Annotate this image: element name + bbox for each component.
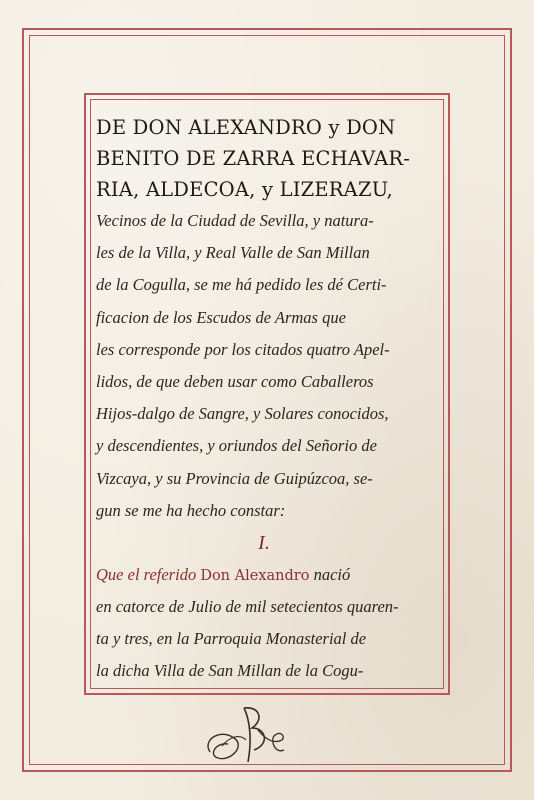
body-line-1: Vecinos de la Ciudad de Sevilla, y natura-	[96, 211, 374, 230]
section-first-line	[96, 559, 440, 591]
heading-line-2: BENITO DE ZARRA ECHAVAR-	[96, 147, 411, 170]
section-person-name: Don Alexandro	[200, 567, 310, 584]
body-line-9: Vizcaya, y su Provincia de Guipúzcoa, se-	[96, 468, 373, 488]
body-line-7: Hijos-dalgo de Sangre, y Solares conocidos,	[96, 404, 389, 424]
body-line-6: lidos, de que deben usar como Caballeros	[96, 371, 374, 391]
section-line-4: la dicha Villa de San Millan de la Cogu-	[96, 661, 364, 681]
section-line-3: ta y tres, en la Parroquia Monasterial de	[96, 629, 367, 649]
section-line-2: en catorce de Julio de mil setecientos quaren-	[96, 597, 399, 617]
body-line-3: de la Cogulla, se me há pedido les dé Certi-	[96, 275, 387, 295]
signature-flourish	[200, 700, 290, 772]
body-line-5: les corresponde por los citados quatro Apel-	[96, 339, 390, 359]
body-line-4: ficacion de los Escudos de Armas que	[96, 307, 346, 327]
section-first-line-start: Que el referido	[96, 564, 201, 584]
section-first-line-end: nació	[309, 564, 351, 584]
heading-line-1: DE DON ALEXANDRO y DON	[96, 116, 396, 139]
body-line-2: les de la Villa, y Real Valle de San Millan	[96, 243, 370, 263]
body-line-8: y descendientes, y oriundos del Señorio de	[96, 436, 377, 456]
section-numeral: I.	[258, 531, 270, 554]
manuscript-text	[96, 112, 440, 684]
heading-line-3: RIA, ALDECOA, y LIZERAZU,	[96, 178, 393, 201]
body-line-10: gun se me ha hecho constar:	[96, 500, 286, 520]
